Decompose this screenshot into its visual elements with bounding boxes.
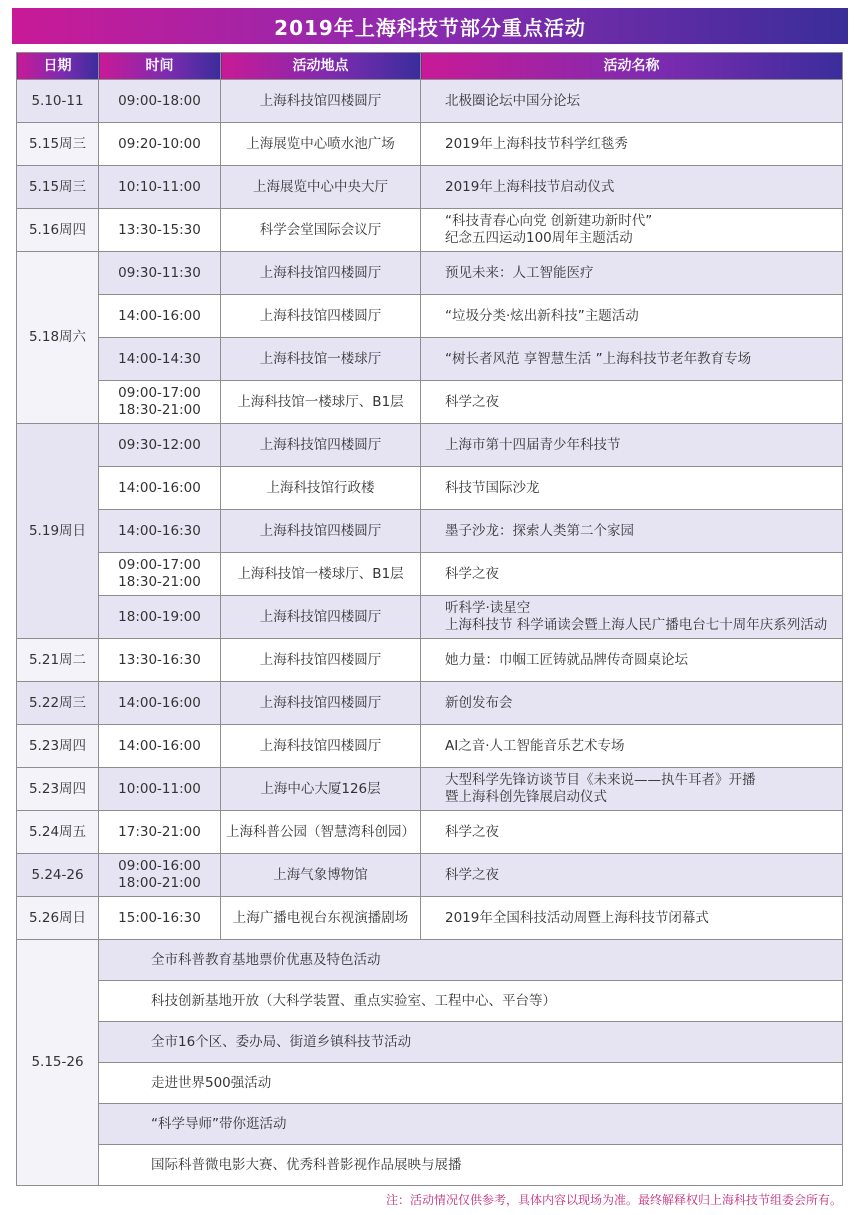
time-cell (99, 510, 221, 553)
ongoing-activity-cell: 科技创新基地开放（大科学装置、重点实验室、工程中心、平台等） (99, 981, 843, 1022)
event-name-line: “科技青春心向党 创新建功新时代” (445, 213, 653, 229)
location-cell: 上海气象博物馆 (221, 854, 421, 897)
time-cell (99, 682, 221, 725)
date-cell: 5.26周日 (17, 897, 99, 940)
footnote: 注：活动情况仅供参考，具体内容以现场为准。最终解释权归上海科技节组委会所有。 (385, 1193, 842, 1207)
event-name-line: 科学之夜 (445, 565, 499, 582)
date-cell: 5.24周五 (17, 811, 99, 854)
event-name-cell (421, 467, 843, 510)
header-name: 活动名称 (421, 53, 843, 80)
table-row (17, 1063, 843, 1104)
table-row (17, 252, 843, 295)
ongoing-activity-cell: 全市科普教育基地票价优惠及特色活动 (99, 940, 843, 981)
location-cell: 上海科技馆四楼圆厅 (221, 510, 421, 553)
time-cell (99, 209, 221, 252)
event-name-line: 墨子沙龙：探索人类第二个家园 (445, 522, 634, 539)
event-name-line-2: 纪念五四运动100周年主题活动 (445, 230, 633, 246)
event-name-cell (421, 424, 843, 467)
table-row (17, 897, 843, 940)
date-cell: 5.23周四 (17, 768, 99, 811)
location-cell: 上海科技馆一楼球厅、B1层 (221, 553, 421, 596)
table-row (17, 467, 843, 510)
time-cell (99, 381, 221, 424)
location-cell: 上海科技馆四楼圆厅 (221, 252, 421, 295)
table-row (17, 811, 843, 854)
event-name-line: “树长者风范 享智慧生活 ”上海科技节老年教育专场 (445, 350, 752, 367)
time-cell (99, 639, 221, 682)
time-cell (99, 854, 221, 897)
time-line: 14:00-16:00 (118, 694, 201, 711)
table-row (17, 682, 843, 725)
time-cell (99, 768, 221, 811)
table-row (17, 338, 843, 381)
table-row (17, 424, 843, 467)
event-name-cell (421, 854, 843, 897)
location-cell: 上海科技馆一楼球厅、B1层 (221, 381, 421, 424)
event-name-cell (421, 811, 843, 854)
table-row (17, 166, 843, 209)
date-cell: 5.23周四 (17, 725, 99, 768)
date-cell: 5.15周三 (17, 123, 99, 166)
time-line: 09:00-17:00 (118, 557, 201, 573)
time-line: 14:00-14:30 (118, 350, 201, 367)
event-name-cell (421, 510, 843, 553)
table-row (17, 295, 843, 338)
event-name-line: 新创发布会 (445, 694, 513, 711)
location-cell: 上海科技馆四楼圆厅 (221, 596, 421, 639)
table-row (17, 80, 843, 123)
event-name-line: 科学之夜 (445, 393, 499, 410)
location-cell: 上海广播电视台东视演播剧场 (221, 897, 421, 940)
time-line: 09:20-10:00 (118, 135, 201, 152)
event-name-line: 她力量：巾帼工匠铸就品牌传奇圆桌论坛 (445, 651, 688, 668)
time-line-2: 18:00-21:00 (118, 875, 201, 891)
ongoing-activity-cell: “科学导师”带你逛活动 (99, 1104, 843, 1145)
event-name-line-2: 上海科技节 科学诵读会暨上海人民广播电台七十周年庆系列活动 (445, 617, 828, 633)
time-cell (99, 897, 221, 940)
ongoing-activity-cell: 全市16个区、委办局、街道乡镇科技节活动 (99, 1022, 843, 1063)
location-cell: 上海科技馆四楼圆厅 (221, 639, 421, 682)
time-line: 13:30-15:30 (118, 221, 201, 238)
event-name-cell (421, 682, 843, 725)
event-name-cell (421, 252, 843, 295)
table-header-row (17, 53, 843, 80)
date-cell: 5.15周三 (17, 166, 99, 209)
date-cell: 5.19周日 (17, 424, 99, 639)
header-time: 时间 (99, 53, 221, 80)
table-row (17, 940, 843, 981)
page-title: 2019年上海科技节部分重点活动 (12, 8, 848, 44)
location-cell: 上海科技馆四楼圆厅 (221, 725, 421, 768)
table-row (17, 596, 843, 639)
event-name-line: 科学之夜 (445, 823, 499, 840)
event-name-cell (421, 80, 843, 123)
event-name-line: 2019年上海科技节启动仪式 (445, 178, 615, 195)
date-cell: 5.18周六 (17, 252, 99, 424)
event-name-line: 大型科学先锋访谈节目《未来说——执牛耳者》开播 (445, 772, 756, 788)
table-row (17, 768, 843, 811)
event-name-line: 科技节国际沙龙 (445, 479, 540, 496)
ongoing-activity-cell: 走进世界500强活动 (99, 1063, 843, 1104)
time-cell (99, 467, 221, 510)
date-cell: 5.21周二 (17, 639, 99, 682)
table-row (17, 639, 843, 682)
table-row (17, 381, 843, 424)
table-row (17, 981, 843, 1022)
event-name-line: 科学之夜 (445, 866, 499, 883)
table-row (17, 1145, 843, 1186)
event-name-cell (421, 897, 843, 940)
time-line: 09:00-16:00 (118, 858, 201, 874)
time-line: 09:30-11:30 (118, 264, 201, 281)
location-cell: 上海科技馆四楼圆厅 (221, 80, 421, 123)
location-cell: 上海展览中心中央大厅 (221, 166, 421, 209)
table-body (17, 80, 843, 1186)
ongoing-activity-cell: 国际科普微电影大赛、优秀科普影视作品展映与展播 (99, 1145, 843, 1186)
time-line-2: 18:30-21:00 (118, 574, 201, 590)
event-name-line-2: 暨上海科创先锋展启动仪式 (445, 789, 607, 805)
table-row (17, 854, 843, 897)
location-cell: 科学会堂国际会议厅 (221, 209, 421, 252)
date-cell: 5.16周四 (17, 209, 99, 252)
table-row (17, 1104, 843, 1145)
header-date: 日期 (17, 53, 99, 80)
event-name-cell (421, 381, 843, 424)
date-cell: 5.22周三 (17, 682, 99, 725)
event-name-line: 2019年全国科技活动周暨上海科技节闭幕式 (445, 909, 709, 926)
event-name-cell (421, 295, 843, 338)
time-cell (99, 811, 221, 854)
date-cell: 5.24-26 (17, 854, 99, 897)
location-cell: 上海科技馆四楼圆厅 (221, 295, 421, 338)
location-cell: 上海科技馆四楼圆厅 (221, 682, 421, 725)
table-row (17, 123, 843, 166)
time-line: 14:00-16:00 (118, 479, 201, 496)
date-cell: 5.15-26 (17, 940, 99, 1186)
time-cell (99, 424, 221, 467)
time-line: 14:00-16:30 (118, 522, 201, 539)
time-cell (99, 553, 221, 596)
time-line: 18:00-19:00 (118, 608, 201, 625)
time-line: 09:30-12:00 (118, 436, 201, 453)
time-cell (99, 123, 221, 166)
location-cell: 上海科普公园（智慧湾科创园） (221, 811, 421, 854)
location-cell: 上海科技馆行政楼 (221, 467, 421, 510)
time-line: 10:00-11:00 (118, 780, 201, 797)
event-name-line: 北极圈论坛中国分论坛 (445, 92, 580, 109)
event-name-cell (421, 123, 843, 166)
time-line: 14:00-16:00 (118, 737, 201, 754)
event-name-line: 上海市第十四届青少年科技节 (445, 436, 621, 453)
time-line: 15:00-16:30 (118, 909, 201, 926)
time-cell (99, 596, 221, 639)
time-line: 09:00-18:00 (118, 92, 201, 109)
event-name-line: 2019年上海科技节科学红毯秀 (445, 135, 628, 152)
event-name-cell (421, 768, 843, 811)
event-name-cell (421, 639, 843, 682)
event-name-line: AI之音·人工智能音乐艺术专场 (445, 737, 625, 754)
events-table (16, 52, 843, 1186)
table-row (17, 510, 843, 553)
location-cell: 上海科技馆四楼圆厅 (221, 424, 421, 467)
table-row (17, 209, 843, 252)
location-cell: 上海中心大厦126层 (221, 768, 421, 811)
time-line: 10:10-11:00 (118, 178, 201, 195)
event-name-line: 预见未来：人工智能医疗 (445, 264, 594, 281)
table-row (17, 553, 843, 596)
time-cell (99, 166, 221, 209)
time-line: 09:00-17:00 (118, 385, 201, 401)
time-cell (99, 295, 221, 338)
event-name-line: 听科学·读星空 (445, 600, 531, 616)
location-cell: 上海科技馆一楼球厅 (221, 338, 421, 381)
location-cell: 上海展览中心喷水池广场 (221, 123, 421, 166)
event-name-cell (421, 596, 843, 639)
time-cell (99, 80, 221, 123)
event-name-line: “垃圾分类·炫出新科技”主题活动 (445, 307, 639, 324)
event-name-cell (421, 209, 843, 252)
time-line: 14:00-16:00 (118, 307, 201, 324)
event-name-cell (421, 166, 843, 209)
header-location: 活动地点 (221, 53, 421, 80)
time-cell (99, 252, 221, 295)
time-line-2: 18:30-21:00 (118, 402, 201, 418)
event-name-cell (421, 338, 843, 381)
event-name-cell (421, 553, 843, 596)
event-name-cell (421, 725, 843, 768)
time-line: 13:30-16:30 (118, 651, 201, 668)
time-cell (99, 338, 221, 381)
table-row (17, 725, 843, 768)
time-cell (99, 725, 221, 768)
table-row (17, 1022, 843, 1063)
time-line: 17:30-21:00 (118, 823, 201, 840)
date-cell: 5.10-11 (17, 80, 99, 123)
